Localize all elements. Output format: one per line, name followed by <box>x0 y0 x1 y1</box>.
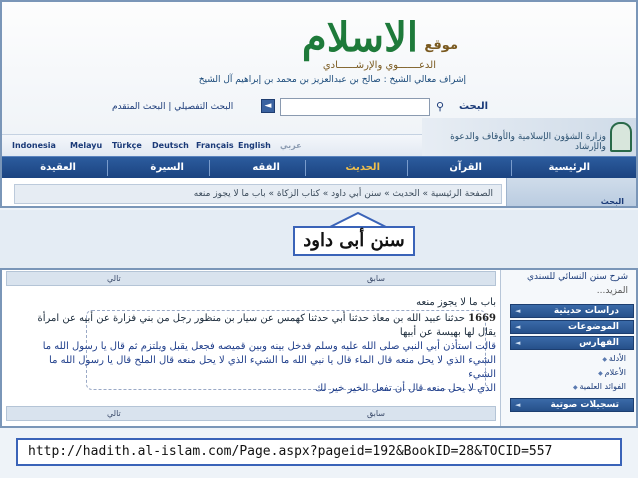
sidebar-menu-studies[interactable]: ◄ دراسات حديثية <box>510 304 634 318</box>
advanced-search-link[interactable]: البحث المتقدم <box>112 102 166 112</box>
lang-francais[interactable]: Français <box>196 141 234 150</box>
search-bar <box>112 98 492 118</box>
main-nav <box>2 156 636 178</box>
chapter-title: باب ما لا يجوز منعه <box>416 297 496 308</box>
nav-quran[interactable]: القرآن <box>449 162 482 173</box>
sidebar-sub-benefits[interactable]: الفوائد العلمية ◆ <box>573 382 626 391</box>
sidebar-sub-people[interactable]: الأعلام ◆ <box>598 368 626 377</box>
search-links <box>112 102 233 112</box>
breadcrumb[interactable]: الصفحة الرئيسية » الحديث » سنن أبي داود » كتاب الزكاة » باب ما لا يجوز منعه <box>14 184 502 204</box>
nav-seerah[interactable]: السيرة <box>150 162 184 173</box>
site-header-panel <box>0 0 638 208</box>
hadith-line <box>20 312 496 340</box>
sidebar-menu-topics[interactable]: ◄ الموضوعات <box>510 320 634 334</box>
side-search-title: البحث <box>600 197 624 206</box>
nav-fiqh[interactable]: الفقه <box>252 162 280 173</box>
lang-deutsch[interactable]: Deutsch <box>152 141 189 150</box>
hadith-content-panel <box>0 268 638 428</box>
sidebar-menu-audio[interactable]: ◄ تسجيلات صوتية <box>510 398 634 412</box>
page-url: http://hadith.al-islam.com/Page.aspx?pageid=192&BookID=28&TOCID=557 <box>16 438 622 466</box>
lang-melayu[interactable]: Melayu <box>70 141 103 150</box>
pager-next-link[interactable]: تالي <box>107 409 121 418</box>
pager-bottom <box>6 406 496 421</box>
logo-word: الاسلام <box>301 14 418 61</box>
side-search-header <box>506 178 636 208</box>
sidebar-more-link[interactable]: المزيد... <box>596 286 628 296</box>
nav-separator <box>305 160 306 176</box>
hadith-number: 1669 <box>468 313 496 324</box>
pager-next-link[interactable]: تالي <box>107 274 121 283</box>
search-links-separator: | <box>168 102 172 112</box>
site-logo[interactable] <box>278 10 458 66</box>
book-title-callout: سنن أبى داود <box>293 226 415 256</box>
hadith-line: الذي لا يحل منعه قال أن تفعل الخير خير لك <box>314 383 496 394</box>
sidebar <box>500 270 636 426</box>
nav-home[interactable]: الرئيسية <box>548 162 590 173</box>
sidebar-menu-indexes[interactable]: ◄ الفهارس <box>510 336 634 350</box>
mosque-emblem-icon <box>610 122 632 152</box>
nav-separator <box>209 160 210 176</box>
lang-english[interactable]: English <box>238 141 271 150</box>
sidebar-sub-evidence[interactable]: الأدلة ◆ <box>602 354 626 363</box>
header <box>2 2 636 134</box>
logo-subtitle: الدعـــــــوي والإرشــــــادي <box>322 60 436 71</box>
lang-arabic[interactable]: عربي <box>280 141 302 150</box>
pager-prev-link[interactable]: سابق <box>366 409 385 418</box>
lang-turkce[interactable]: Türkçe <box>112 141 142 150</box>
nav-separator <box>407 160 408 176</box>
hadith-line: قالت استأذن أبي النبي صلى الله عليه وسلم فدخل بينه وبين قميصه فجعل يقبل ويلتزم ثم قال يا رسول الله ما <box>42 341 496 352</box>
nav-separator <box>511 160 512 176</box>
ministry-banner <box>422 118 636 156</box>
hadith-body <box>20 296 496 396</box>
search-icon: ⚲ <box>435 100 444 113</box>
hadith-line: الشيء الذي لا يحل منعه قال الماء قال يا نبي الله ما الشيء الذي لا يحل منعه قال الملح قال يا رسول الله ما الشيء <box>49 355 496 380</box>
nav-separator <box>107 160 108 176</box>
banner-text: وزارة الشؤون الإسلامية والأوقاف والدعوة والإرشاد <box>450 132 606 152</box>
nav-hadith[interactable]: الحديث <box>345 162 380 173</box>
supervision-text: إشراف معالي الشيخ : صالح بن عبدالعزيز بن محمد بن إبراهيم آل الشيخ <box>198 75 466 85</box>
lang-indonesia[interactable]: Indonesia <box>12 141 56 150</box>
search-input[interactable] <box>280 98 430 116</box>
hadith-isnad: حدثنا عبيد الله بن معاذ حدثنا أبي حدثنا كهمس عن سيار بن منظور رجل من بني فزارة عن أبيه عن امرأة يقال لها بهيسة عن أبيها <box>37 313 496 338</box>
nav-aqeedah[interactable]: العقيدة <box>40 162 76 173</box>
pager-prev-link[interactable]: سابق <box>366 274 385 283</box>
search-label: البحث <box>458 101 488 112</box>
search-go-button[interactable]: ◄ <box>261 99 275 113</box>
sidebar-link-sharh[interactable]: شرح سنن النسائي للسندي <box>527 272 628 282</box>
logo-site-label: موقع <box>424 38 458 53</box>
pager-top <box>6 271 496 286</box>
detailed-search-link[interactable]: البحث التفصيلي <box>174 102 234 112</box>
